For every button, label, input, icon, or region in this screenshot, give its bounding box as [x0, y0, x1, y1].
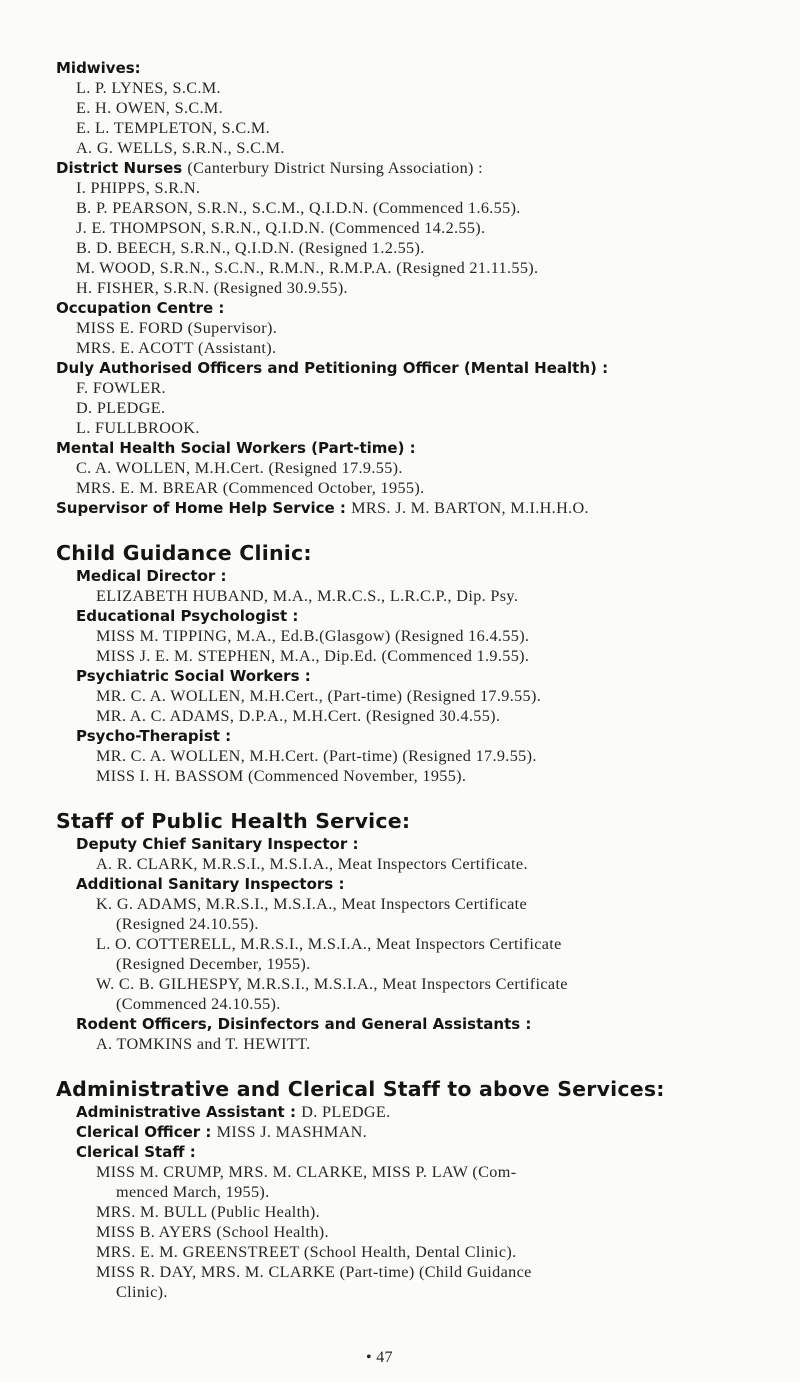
list-item: MRS. E. M. GREENSTREET (School Health, Dental Clinic).: [96, 1243, 517, 1261]
clerical-officer-value: MISS J. MASHMAN.: [216, 1123, 368, 1141]
list-item: MISS R. DAY, MRS. M. CLARKE (Part-time) (Child Guidance: [96, 1263, 532, 1281]
list-item: W. C. B. GILHESPY, M.R.S.I., M.S.I.A., Meat Inspectors Certificate: [96, 975, 568, 993]
home-help-value: MRS. J. M. BARTON, M.I.H.H.O.: [351, 499, 589, 517]
list-item: L. O. COTTERELL, M.R.S.I., M.S.I.A., Meat Inspectors Certificate: [96, 935, 562, 953]
clerical-officer-heading: Clerical Officer :: [76, 1123, 212, 1141]
duly-authorised-heading: Duly Authorised Officers and Petitioning Officer (Mental Health) :: [56, 359, 609, 377]
list-item: J. E. THOMPSON, S.R.N., Q.I.D.N. (Commenced 14.2.55).: [76, 219, 486, 237]
administrative-assistant-value: D. PLEDGE.: [301, 1103, 391, 1121]
list-item: F. FOWLER.: [76, 379, 166, 397]
clerical-staff-heading: Clerical Staff :: [76, 1143, 196, 1161]
page-number: • 47: [366, 1349, 393, 1366]
list-item: E. L. TEMPLETON, S.C.M.: [76, 119, 271, 137]
administrative-heading: Administrative and Clerical Staff to above Services:: [56, 1077, 665, 1101]
list-item: MRS. E. M. BREAR (Commenced October, 1955).: [76, 479, 425, 497]
list-item: K. G. ADAMS, M.R.S.I., M.S.I.A., Meat Inspectors Certificate: [96, 895, 528, 913]
psychiatric-social-heading: Psychiatric Social Workers :: [76, 667, 311, 685]
list-item: MISS B. AYERS (School Health).: [96, 1223, 329, 1241]
list-item: M. WOOD, S.R.N., S.C.N., R.M.N., R.M.P.A. (Resigned 21.11.55).: [76, 259, 539, 277]
midwives-heading: Midwives:: [56, 59, 141, 77]
rodent-officers-heading: Rodent Officers, Disinfectors and General Assistants :: [76, 1015, 532, 1033]
psychotherapist-heading: Psycho-Therapist :: [76, 727, 232, 745]
list-item: A. G. WELLS, S.R.N., S.C.M.: [76, 139, 285, 157]
list-item: Clinic).: [116, 1283, 168, 1301]
additional-inspectors-heading: Additional Sanitary Inspectors :: [76, 875, 345, 893]
list-item: MISS E. FORD (Supervisor).: [76, 319, 278, 337]
deputy-inspector-heading: Deputy Chief Sanitary Inspector :: [76, 835, 359, 853]
list-item: A. R. CLARK, M.R.S.I., M.S.I.A., Meat Inspectors Certificate.: [96, 855, 528, 873]
list-item: L. P. LYNES, S.C.M.: [76, 79, 221, 97]
list-item: MRS. E. ACOTT (Assistant).: [76, 339, 277, 357]
educational-psychologist-heading: Educational Psychologist :: [76, 607, 299, 625]
list-item: MISS M. CRUMP, MRS. M. CLARKE, MISS P. LAW (Com-: [96, 1163, 517, 1181]
district-nurses-title: District Nurses: [56, 159, 183, 177]
clerical-officer-row: [76, 1122, 760, 1142]
list-item: D. PLEDGE.: [76, 399, 166, 417]
list-item: B. D. BEECH, S.R.N., Q.I.D.N. (Resigned 1.2.55).: [76, 239, 425, 257]
list-item: C. A. WOLLEN, M.H.Cert. (Resigned 17.9.55).: [76, 459, 403, 477]
administrative-assistant-row: [76, 1102, 760, 1122]
list-item: E. H. OWEN, S.C.M.: [76, 99, 224, 117]
list-item: menced March, 1955).: [116, 1183, 270, 1201]
list-item: B. P. PEARSON, S.R.N., S.C.M., Q.I.D.N. (Commenced 1.6.55).: [76, 199, 521, 217]
list-item: MISS J. E. M. STEPHEN, M.A., Dip.Ed. (Commenced 1.9.55).: [96, 647, 530, 665]
list-item: MR. C. A. WOLLEN, M.H.Cert., (Part-time) (Resigned 17.9.55).: [96, 687, 542, 705]
list-item: MRS. M. BULL (Public Health).: [96, 1203, 321, 1221]
list-item: MR. A. C. ADAMS, D.P.A., M.H.Cert. (Resigned 30.4.55).: [96, 707, 501, 725]
district-nurses-suffix: (Canterbury District Nursing Association) :: [187, 159, 484, 177]
district-nurses-heading: [56, 158, 760, 178]
medical-director-heading: Medical Director :: [76, 567, 227, 585]
list-item: ELIZABETH HUBAND, M.A., M.R.C.S., L.R.C.P., Dip. Psy.: [96, 587, 519, 605]
list-item: MISS M. TIPPING, M.A., Ed.B.(Glasgow) (Resigned 16.4.55).: [96, 627, 530, 645]
home-help-title: Supervisor of Home Help Service :: [56, 499, 346, 517]
list-item: I. PHIPPS, S.R.N.: [76, 179, 201, 197]
public-health-heading: Staff of Public Health Service:: [56, 809, 411, 833]
list-item: A. TOMKINS and T. HEWITT.: [96, 1035, 311, 1053]
list-item: (Commenced 24.10.55).: [116, 995, 281, 1013]
list-item: (Resigned December, 1955).: [116, 955, 311, 973]
home-help-heading: [56, 498, 760, 518]
list-item: H. FISHER, S.R.N. (Resigned 30.9.55).: [76, 279, 348, 297]
list-item: MR. C. A. WOLLEN, M.H.Cert. (Part-time) (Resigned 17.9.55).: [96, 747, 537, 765]
administrative-assistant-heading: Administrative Assistant :: [76, 1103, 296, 1121]
list-item: (Resigned 24.10.55).: [116, 915, 259, 933]
child-guidance-heading: Child Guidance Clinic:: [56, 541, 312, 565]
list-item: MISS I. H. BASSOM (Commenced November, 1955).: [96, 767, 467, 785]
list-item: L. FULLBROOK.: [76, 419, 200, 437]
occupation-centre-heading: Occupation Centre :: [56, 299, 225, 317]
mental-health-social-heading: Mental Health Social Workers (Part-time) :: [56, 439, 416, 457]
